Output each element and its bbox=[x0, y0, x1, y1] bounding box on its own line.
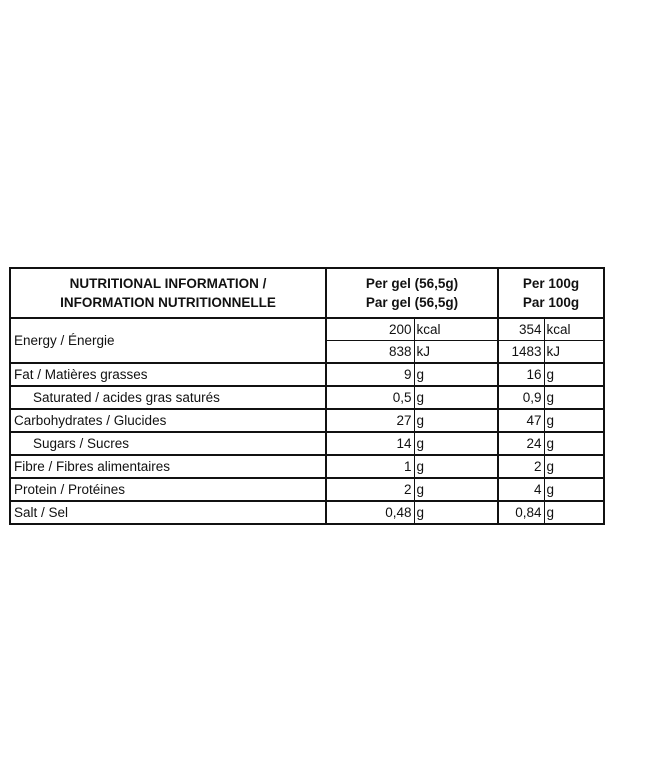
nutrient-label: Salt / Sel bbox=[10, 501, 326, 524]
unit-per-100g: g bbox=[544, 409, 604, 432]
value-per-100g: 16 bbox=[498, 363, 544, 386]
table-row-fat bbox=[10, 363, 604, 386]
table-row-protein bbox=[10, 478, 604, 501]
nutrient-label: Fibre / Fibres alimentaires bbox=[10, 455, 326, 478]
energy-kj-unit-per-gel: kJ bbox=[414, 341, 498, 364]
value-per-100g: 0,9 bbox=[498, 386, 544, 409]
unit-per-gel: g bbox=[414, 478, 498, 501]
spacer-cell bbox=[326, 341, 354, 364]
table-row-carbohydrates bbox=[10, 409, 604, 432]
unit-per-gel: g bbox=[414, 432, 498, 455]
value-per-100g: 4 bbox=[498, 478, 544, 501]
unit-per-100g: g bbox=[544, 501, 604, 524]
energy-kj-per-100g: 1483 bbox=[498, 341, 544, 364]
spacer-cell bbox=[326, 432, 354, 455]
value-per-gel: 2 bbox=[354, 478, 414, 501]
spacer-cell bbox=[326, 478, 354, 501]
header-nutrient-line-1: NUTRITIONAL INFORMATION / bbox=[69, 276, 267, 291]
nutrient-label: Protein / Protéines bbox=[10, 478, 326, 501]
header-per-gel-line-1: Per gel (56,5g) bbox=[365, 276, 459, 291]
unit-per-gel: g bbox=[414, 501, 498, 524]
value-per-100g: 2 bbox=[498, 455, 544, 478]
unit-per-gel: g bbox=[414, 363, 498, 386]
value-per-gel: 27 bbox=[354, 409, 414, 432]
energy-kcal-per-gel: 200 bbox=[354, 318, 414, 341]
header-per-gel bbox=[326, 268, 498, 318]
spacer-cell bbox=[326, 455, 354, 478]
nutrition-table bbox=[9, 267, 605, 525]
value-per-100g: 0,84 bbox=[498, 501, 544, 524]
nutrient-label: Fat / Matières grasses bbox=[10, 363, 326, 386]
spacer-cell bbox=[326, 409, 354, 432]
energy-kcal-unit-per-100g: kcal bbox=[544, 318, 604, 341]
header-nutrient-line-2: INFORMATION NUTRITIONNELLE bbox=[60, 295, 276, 310]
value-per-gel: 14 bbox=[354, 432, 414, 455]
spacer-cell bbox=[326, 363, 354, 386]
spacer-cell bbox=[326, 318, 354, 341]
header-per-100g-line-2: Par 100g bbox=[522, 295, 580, 310]
unit-per-100g: g bbox=[544, 363, 604, 386]
header-per-100g bbox=[498, 268, 604, 318]
spacer-cell bbox=[326, 501, 354, 524]
value-per-gel: 9 bbox=[354, 363, 414, 386]
table-row-salt bbox=[10, 501, 604, 524]
table-row-fibre bbox=[10, 455, 604, 478]
value-per-gel: 0,48 bbox=[354, 501, 414, 524]
header-nutritional-information bbox=[10, 268, 326, 318]
spacer-cell bbox=[326, 386, 354, 409]
energy-kj-unit-per-100g: kJ bbox=[544, 341, 604, 364]
header-per-gel-line-2: Par gel (56,5g) bbox=[365, 295, 459, 310]
nutrient-label: Saturated / acides gras saturés bbox=[10, 386, 326, 409]
value-per-gel: 0,5 bbox=[354, 386, 414, 409]
energy-kj-per-gel: 838 bbox=[354, 341, 414, 364]
value-per-100g: 24 bbox=[498, 432, 544, 455]
nutrient-label: Sugars / Sucres bbox=[10, 432, 326, 455]
table-row-sugars bbox=[10, 432, 604, 455]
energy-label: Energy / Énergie bbox=[10, 318, 326, 363]
unit-per-gel: g bbox=[414, 386, 498, 409]
table-row-energy-kcal bbox=[10, 318, 604, 341]
value-per-gel: 1 bbox=[354, 455, 414, 478]
unit-per-100g: g bbox=[544, 455, 604, 478]
value-per-100g: 47 bbox=[498, 409, 544, 432]
energy-kcal-unit-per-gel: kcal bbox=[414, 318, 498, 341]
table-row-saturated bbox=[10, 386, 604, 409]
unit-per-100g: g bbox=[544, 432, 604, 455]
table-header-row bbox=[10, 268, 604, 318]
unit-per-gel: g bbox=[414, 409, 498, 432]
unit-per-100g: g bbox=[544, 386, 604, 409]
nutrient-label: Carbohydrates / Glucides bbox=[10, 409, 326, 432]
energy-kcal-per-100g: 354 bbox=[498, 318, 544, 341]
header-per-100g-line-1: Per 100g bbox=[522, 276, 580, 291]
unit-per-gel: g bbox=[414, 455, 498, 478]
unit-per-100g: g bbox=[544, 478, 604, 501]
